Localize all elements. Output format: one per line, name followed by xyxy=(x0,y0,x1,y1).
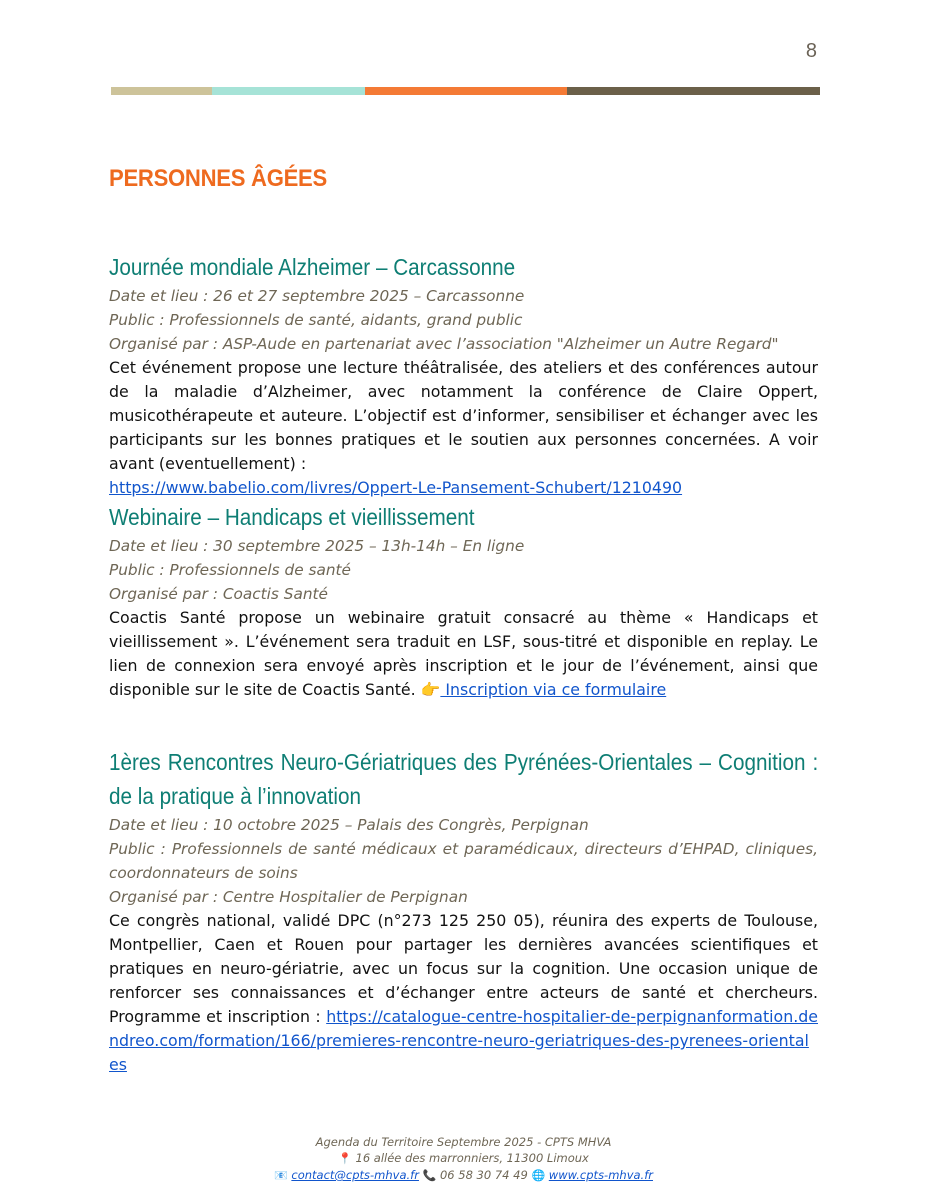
page-number: 8 xyxy=(805,40,817,62)
footer xyxy=(0,1134,927,1184)
programme-link[interactable]: https://catalogue-centre-hospitalier-de-perpignanformation.dendreo.com/formation/166/premieres-rencontre-neuro-geriatriques-des-pyrenees-orientales xyxy=(109,1007,818,1074)
pointing-hand-icon: 👉 xyxy=(420,680,441,699)
babelio-link[interactable]: https://www.babelio.com/livres/Oppert-Le-Pansement-Schubert/1210490 xyxy=(109,478,683,497)
footer-address-line xyxy=(0,1150,927,1167)
event-public: Public : Professionnels de santé, aidants, grand public xyxy=(109,311,523,329)
footer-address: 16 allée des marronniers, 11300 Limoux xyxy=(355,1151,589,1165)
event-organizer: Organisé par : ASP-Aude en partenariat avec l’association "Alzheimer un Autre Regard" xyxy=(109,335,779,353)
event-public: Public : Professionnels de santé xyxy=(109,561,351,579)
email-icon: 📧 xyxy=(274,1169,288,1182)
event-description-text: Cet événement propose une lecture théâtralisée, des ateliers et des conférences autour de la maladie d’Alzheimer, avec notamment la conférence de Claire Oppert, musicothérapeute et auteure. L’objectif est d’informer, sensibiliser et échanger avec les participants sur les bonnes pratiques et le soutien aux personnes concernées. A voir avant (eventuellement) : xyxy=(109,358,818,473)
event-organizer: Organisé par : Centre Hospitalier de Perpignan xyxy=(109,888,468,906)
event-title: Journée mondiale Alzheimer – Carcassonne xyxy=(109,254,516,280)
footer-phone: 06 58 30 74 49 xyxy=(439,1168,528,1182)
event-date: Date et lieu : 26 et 27 septembre 2025 – Carcassonne xyxy=(109,287,525,305)
pin-icon: 📍 xyxy=(338,1152,352,1165)
event-title: 1ères Rencontres Neuro-Gériatriques des Pyrénées-Orientales – Cognition : de la pratique à l’innovation xyxy=(109,749,819,809)
inscription-link[interactable]: Inscription via ce formulaire xyxy=(440,680,667,699)
footer-email-link[interactable]: contact@cpts-mhva.fr xyxy=(291,1168,419,1182)
event-neuro-geriatriques xyxy=(109,745,818,1077)
event-date: Date et lieu : 30 septembre 2025 – 13h-14h – En ligne xyxy=(109,537,525,555)
event-date: Date et lieu : 10 octobre 2025 – Palais des Congrès, Perpignan xyxy=(109,816,589,834)
event-title: Webinaire – Handicaps et vieillissement xyxy=(109,504,475,530)
section-title: PERSONNES ÂGÉES xyxy=(109,165,327,192)
color-bar-segment-2 xyxy=(212,87,365,95)
event-organizer: Organisé par : Coactis Santé xyxy=(109,585,328,603)
footer-contact-line xyxy=(0,1167,927,1184)
event-description xyxy=(109,606,818,702)
color-bar-segment-3 xyxy=(365,87,567,95)
footer-title: Agenda du Territoire Septembre 2025 - CPTS MHVA xyxy=(315,1135,612,1149)
event-description xyxy=(109,356,818,500)
event-alzheimer xyxy=(109,250,818,500)
event-public: Public : Professionnels de santé médicaux et paramédicaux, directeurs d’EHPAD, cliniques, coordonnateurs de soins xyxy=(109,840,818,882)
footer-website-link[interactable]: www.cpts-mhva.fr xyxy=(548,1168,653,1182)
globe-icon: 🌐 xyxy=(531,1169,546,1182)
event-description-text: Coactis Santé propose un webinaire gratuit consacré au thème « Handicaps et vieillissement ». L’événement sera traduit en LSF, sous-titré et disponible en replay. Le lien de connexion sera envoyé après inscription et le jour de l’événement, ainsi que disponible sur le site de Coactis Santé. xyxy=(109,608,818,699)
phone-icon: 📞 xyxy=(422,1169,437,1182)
event-description xyxy=(109,909,818,1077)
color-bar-segment-4 xyxy=(567,87,820,95)
event-webinaire xyxy=(109,500,818,702)
color-bar-segment-1 xyxy=(111,87,212,95)
event-description-text: Ce congrès national, validé DPC (n°273 125 250 05), réunira des experts de Toulouse, Montpellier, Caen et Rouen pour partager les dernières avancées scientifiques et pratiques en neuro-gériatrie, avec un focus sur la cognition. Une occasion unique de renforcer ses connaissances et d’échanger entre acteurs de santé et chercheurs. Programme et inscription : xyxy=(109,911,818,1026)
